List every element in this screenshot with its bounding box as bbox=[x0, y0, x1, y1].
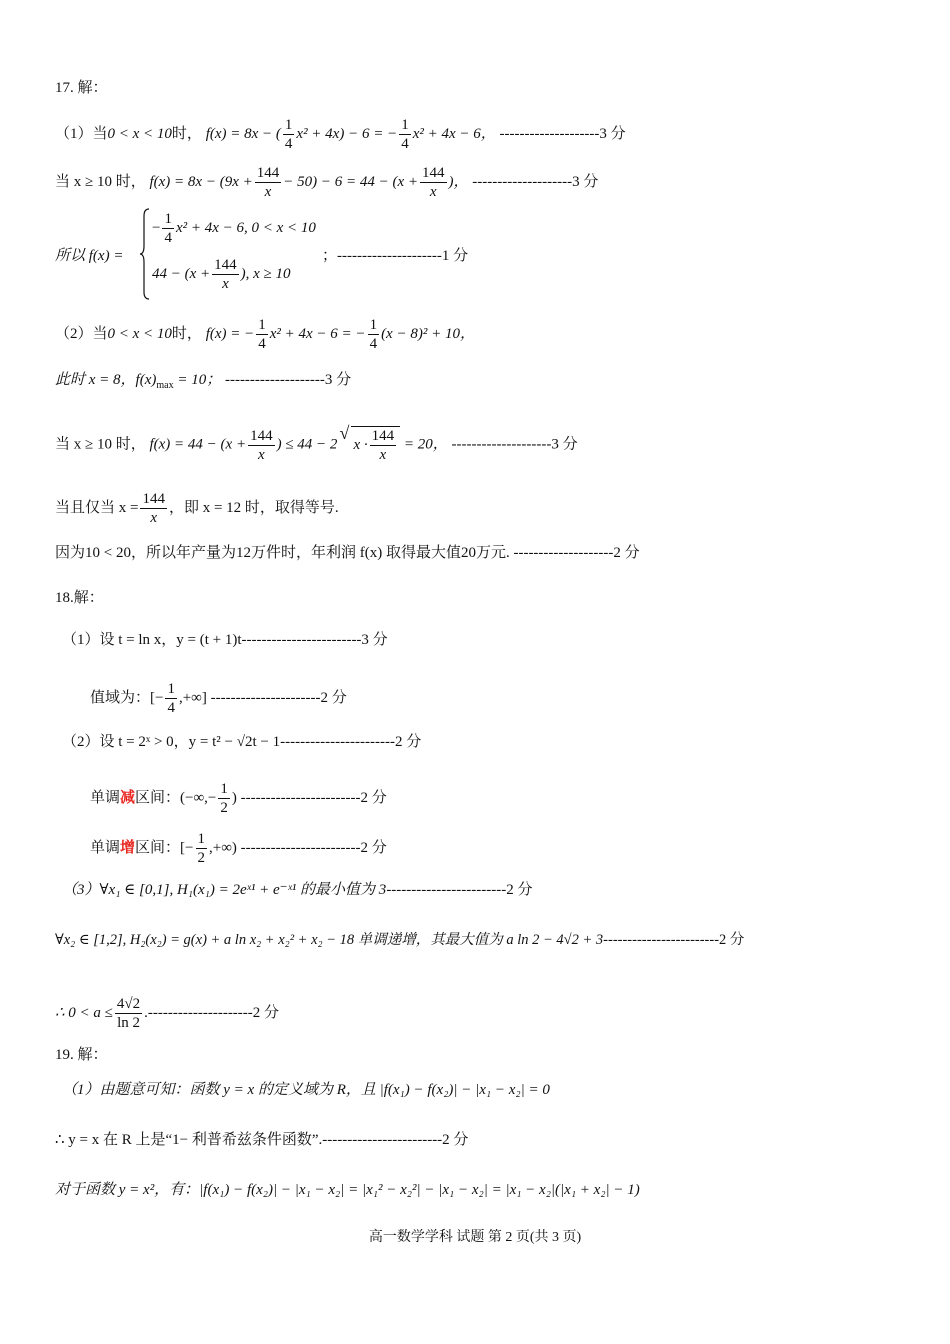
math: = 20， bbox=[403, 436, 448, 453]
score: -----------------------2 分 bbox=[280, 734, 422, 750]
text: 区间：(−∞,− bbox=[135, 789, 217, 806]
p18-line7 bbox=[55, 930, 744, 950]
p17-case2: 44 − (x + $\frac{144}{x}$ ), x ≥ 10 bbox=[152, 257, 291, 292]
math: ) ≤ 44 − 2 bbox=[276, 436, 338, 453]
score: ------------------------2 分 bbox=[240, 839, 387, 856]
text: 单调 bbox=[90, 789, 121, 806]
p17-line2 bbox=[55, 164, 598, 201]
p17-line7 bbox=[55, 490, 339, 527]
text: ) bbox=[231, 789, 237, 806]
math: x² + 4x) − 6 = − bbox=[296, 125, 398, 142]
p17-line1 bbox=[55, 116, 626, 153]
fraction: $\frac{144}{x}$ bbox=[256, 165, 280, 200]
score: ------------------------2 分 bbox=[386, 882, 533, 898]
fraction: $\frac{4√2}{\ln 2}$ bbox=[116, 996, 141, 1031]
p17-line6 bbox=[55, 426, 578, 464]
fraction: $\frac{1}{2}$ bbox=[197, 831, 205, 866]
score: --------------------3 分 bbox=[499, 125, 626, 142]
text: （2）当 bbox=[55, 325, 108, 342]
brace-icon bbox=[140, 208, 150, 300]
text: 当 x ≥ 10 时， bbox=[55, 436, 146, 453]
sqrt: √ x · $\frac{144}{x}$ bbox=[351, 426, 400, 464]
fraction: $\frac{1}{2}$ bbox=[220, 781, 228, 816]
math: f(x) = 8x − ( bbox=[205, 125, 281, 142]
fraction: $\frac{1}{4}$ bbox=[284, 117, 293, 152]
math: x² + 4x − 6 = − bbox=[269, 325, 366, 342]
score: ------------------------3 分 bbox=[241, 632, 388, 648]
math: 对于函数 y = x²，有：|f(x₁) − f(x₂)| − |x₁ − x₂| = |x₁² − x₂²| − |x₁ − x₂| = |x₁ − x₂|(|x₁ + x₂| − 1) bbox=[55, 1182, 640, 1198]
score: --------------------2 分 bbox=[513, 545, 640, 561]
text: 当 x ≥ 10 时， bbox=[55, 173, 146, 190]
p19-line3 bbox=[55, 1180, 640, 1200]
text: （2）设 t = 2ˣ > 0，y = t² − √2t − 1 bbox=[62, 734, 281, 750]
p17-line4 bbox=[55, 316, 475, 353]
p17-case1: − $\frac{1}{4}$ x² + 4x − 6, 0 < x < 10 bbox=[152, 211, 316, 246]
p19-line1 bbox=[62, 1080, 550, 1100]
p17-line5 bbox=[55, 370, 351, 396]
text: ,+∞] bbox=[178, 689, 207, 706]
text: 单调 bbox=[90, 839, 121, 856]
p19-line2 bbox=[55, 1130, 468, 1150]
math: 0 < x < 10 bbox=[107, 125, 172, 142]
p18-line4 bbox=[90, 780, 387, 817]
fraction: $\frac{144}{x}$ bbox=[422, 165, 445, 200]
text: ，即 x = 12 时，取得等号. bbox=[168, 499, 339, 516]
fraction: $\frac{1}{4}$ bbox=[164, 211, 172, 246]
score: --------------------3 分 bbox=[451, 436, 578, 453]
score: ------------------------2 分 bbox=[240, 789, 387, 806]
p18-line3 bbox=[62, 732, 421, 752]
p18-heading: 18.解： bbox=[55, 590, 104, 606]
text: 所以 f(x) = bbox=[55, 248, 124, 264]
fraction: $\frac{1}{4}$ bbox=[401, 117, 409, 152]
score: ------------------------2 分 bbox=[603, 932, 745, 948]
fraction: $\frac{144}{x}$ bbox=[250, 427, 273, 463]
subscript: max bbox=[156, 380, 174, 391]
text: ∴ y = x 在 R 上是“1− 利普希兹条件函数”. bbox=[55, 1132, 323, 1148]
text: 值域为：[− bbox=[90, 689, 164, 706]
fraction: $\frac{144}{x}$ bbox=[371, 428, 395, 463]
math: = 10； bbox=[177, 372, 222, 388]
math: （1）由题意可知：函数 y = x 的定义域为 R，且 |f(x₁) − f(x₂)| − |x₁ − x₂| = 0 bbox=[62, 1082, 550, 1098]
fraction: $\frac{1}{4}$ bbox=[369, 317, 378, 352]
p19-heading: 19. 解： bbox=[55, 1047, 108, 1063]
math: 此时 x = 8，f(x) bbox=[55, 372, 157, 388]
score: ------------------------2 分 bbox=[322, 1132, 469, 1148]
fraction: $\frac{1}{4}$ bbox=[258, 317, 266, 352]
score: --------------------3 分 bbox=[472, 173, 599, 190]
p18-line5 bbox=[90, 830, 387, 867]
math: ∴ 0 < a ≤ bbox=[55, 1004, 113, 1021]
math: f(x) = 8x − (9x + bbox=[149, 173, 253, 190]
math: − 50) − 6 = 44 − (x + bbox=[283, 173, 418, 190]
text: 时， bbox=[171, 125, 202, 142]
fraction: $\frac{144}{x}$ bbox=[214, 257, 237, 292]
fraction: $\frac{1}{4}$ bbox=[167, 681, 175, 716]
p18-line1 bbox=[62, 630, 388, 650]
fraction: $\frac{144}{x}$ bbox=[142, 491, 165, 526]
p18-line2 bbox=[90, 680, 347, 717]
p17-line3 bbox=[55, 246, 123, 266]
highlight-text: 增 bbox=[120, 839, 136, 856]
p17-line8 bbox=[55, 543, 640, 563]
text: 因为10 < 20，所以年产量为12万件时，年利润 f(x) 取得最大值20万元. bbox=[55, 545, 510, 561]
text: 时， bbox=[171, 325, 202, 342]
math: ∀x₂ ∈ [1,2], H₂(x₂) = g(x) + a ln x₂ + x₂² + x₂ − 18 单调递增，其最大值为 a ln 2 − 4√2 + 3 bbox=[55, 932, 604, 948]
p18-line8 bbox=[55, 995, 279, 1032]
score: ；---------------------1 分 bbox=[322, 248, 469, 264]
math: 0 < x < 10 bbox=[107, 325, 172, 342]
text: （1）设 t = ln x，y = (t + 1)t bbox=[62, 632, 242, 648]
text: 区间：[− bbox=[135, 839, 194, 856]
highlight-text: 减 bbox=[120, 789, 136, 806]
p18-line6 bbox=[62, 880, 532, 900]
text: 当且仅当 x = bbox=[55, 499, 139, 516]
text: （1）当 bbox=[55, 125, 108, 142]
math: f(x) = − bbox=[205, 325, 255, 342]
math: f(x) = 44 − (x + bbox=[149, 436, 247, 453]
p17-heading: 17. 解： bbox=[55, 80, 108, 96]
text: ,+∞) bbox=[209, 839, 237, 856]
text: . bbox=[144, 1004, 148, 1021]
math: )， bbox=[448, 173, 469, 190]
score: ----------------------2 分 bbox=[210, 689, 347, 706]
score: ---------------------2 分 bbox=[147, 1004, 280, 1021]
score: --------------------3 分 bbox=[224, 372, 352, 388]
math: （3）∀x₁ ∈ [0,1], H₁(x₁) = 2eˣ¹ + e⁻ˣ¹ 的最小值为 3 bbox=[62, 882, 387, 898]
math: x² + 4x − 6， bbox=[412, 125, 496, 142]
page-footer: 高一数学学科 试题 第 2 页(共 3 页) bbox=[368, 1230, 582, 1245]
math: (x − 8)² + 10， bbox=[381, 325, 475, 342]
